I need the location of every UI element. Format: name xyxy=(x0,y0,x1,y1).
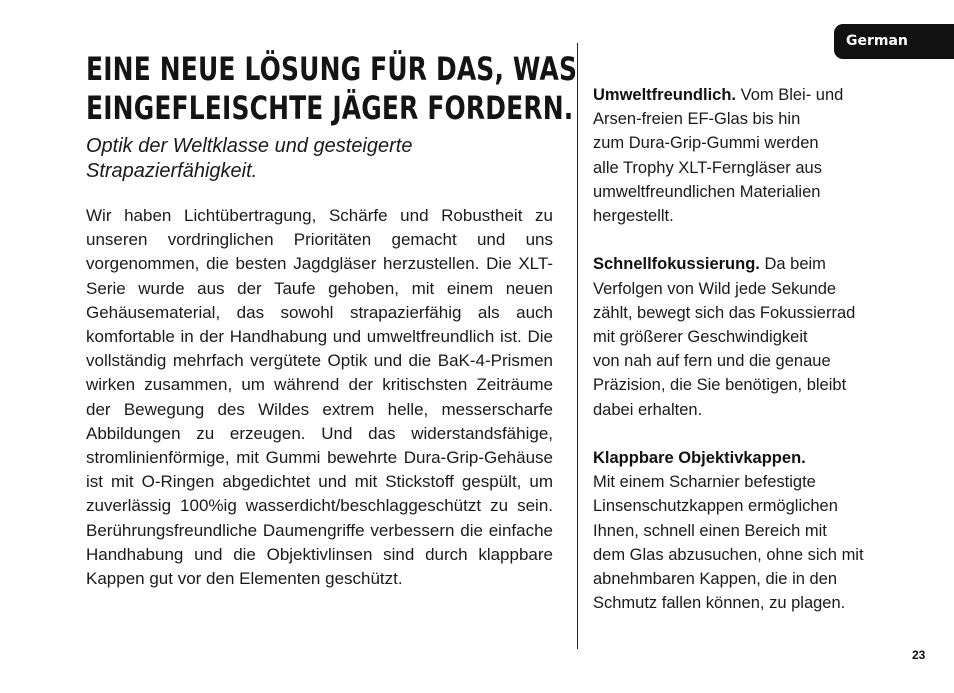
body-paragraph: Wir haben Lichtübertragung, Schärfe und Robustheit zu unseren vordringlichen Prioritäten gemacht und uns vorgenommen, die besten Jagdgläser herzustellen. Die XLT-Serie wurde aus der Taufe gehoben, mit einem neuen Gehäusematerial, das sowohl strapazierfähig als auch komfortable in der Handhabung und umweltfreundlich ist. Die vollständig mehrfach vergütete Optik und die BaK-4-Prismen wirken zusammen, um während der kritischsten Zeiträume der Bewegung des Wildes extrem helle, messerscharfe Abbildungen zu erzeugen. Und das widerstandsfähige, stromlinienförmige, mit Gummi bewehrte Dura-Grip-Gehäuse ist mit O-Ringen abgedichtet und mit Stickstoff gespült, um zuverlässig 100%ig wasserdicht/beschlaggeschützt zu sein. Berührungsfreundliche Daumengriffe verbessern die einfache Handhabung und die Objektivlinsen sind durch klappbare Kappen gut vor den Elementen geschützt. xyxy=(86,206,553,589)
language-tab: German xyxy=(834,24,954,59)
headline-line-2: EINGEFLEISCHTE JÄGER FORDERN. xyxy=(86,89,574,127)
feature-text: Vom Blei- und Arsen-freien EF-Glas bis hin zum Dura-Grip-Gummi werden alle Trophy XLT-Ferngläser aus umweltfreundlichen Materialien hergestellt. xyxy=(593,86,844,226)
page-number: 23 xyxy=(912,648,926,662)
features-column xyxy=(593,83,893,640)
feature-fast-focus xyxy=(593,252,893,421)
column-divider xyxy=(577,43,578,649)
feature-title: Umweltfreundlich. xyxy=(593,86,737,104)
feature-flip-caps xyxy=(593,446,893,615)
intro-column xyxy=(86,50,578,591)
feature-title: Schnellfokussierung. xyxy=(593,255,760,274)
feature-eco-friendly xyxy=(593,83,893,228)
feature-text: Da beim Verfolgen von Wild jede Sekunde zählt, bewegt sich das Fokussierrad mit größerer Geschwindigkeit von nah auf fern und die genaue Präzision, die Sie benötigen, bleibt dabei erhalten. xyxy=(593,255,856,419)
feature-title: Klappbare Objektivkappen. xyxy=(593,449,806,468)
page-headline xyxy=(86,50,578,128)
feature-text: Mit einem Scharnier befestigte Linsenschutzkappen ermöglichen Ihnen, schnell einen Bereich mit dem Glas abzusuchen, ohne sich mit abnehmbaren Kappen, die in den Schmutz fallen können, zu plagen. xyxy=(593,473,864,613)
page-subtitle: Optik der Weltklasse und gesteigerte Strapazierfähigkeit. xyxy=(86,135,413,182)
headline-line-1: EINE NEUE LÖSUNG FÜR DAS, WAS xyxy=(86,50,578,88)
